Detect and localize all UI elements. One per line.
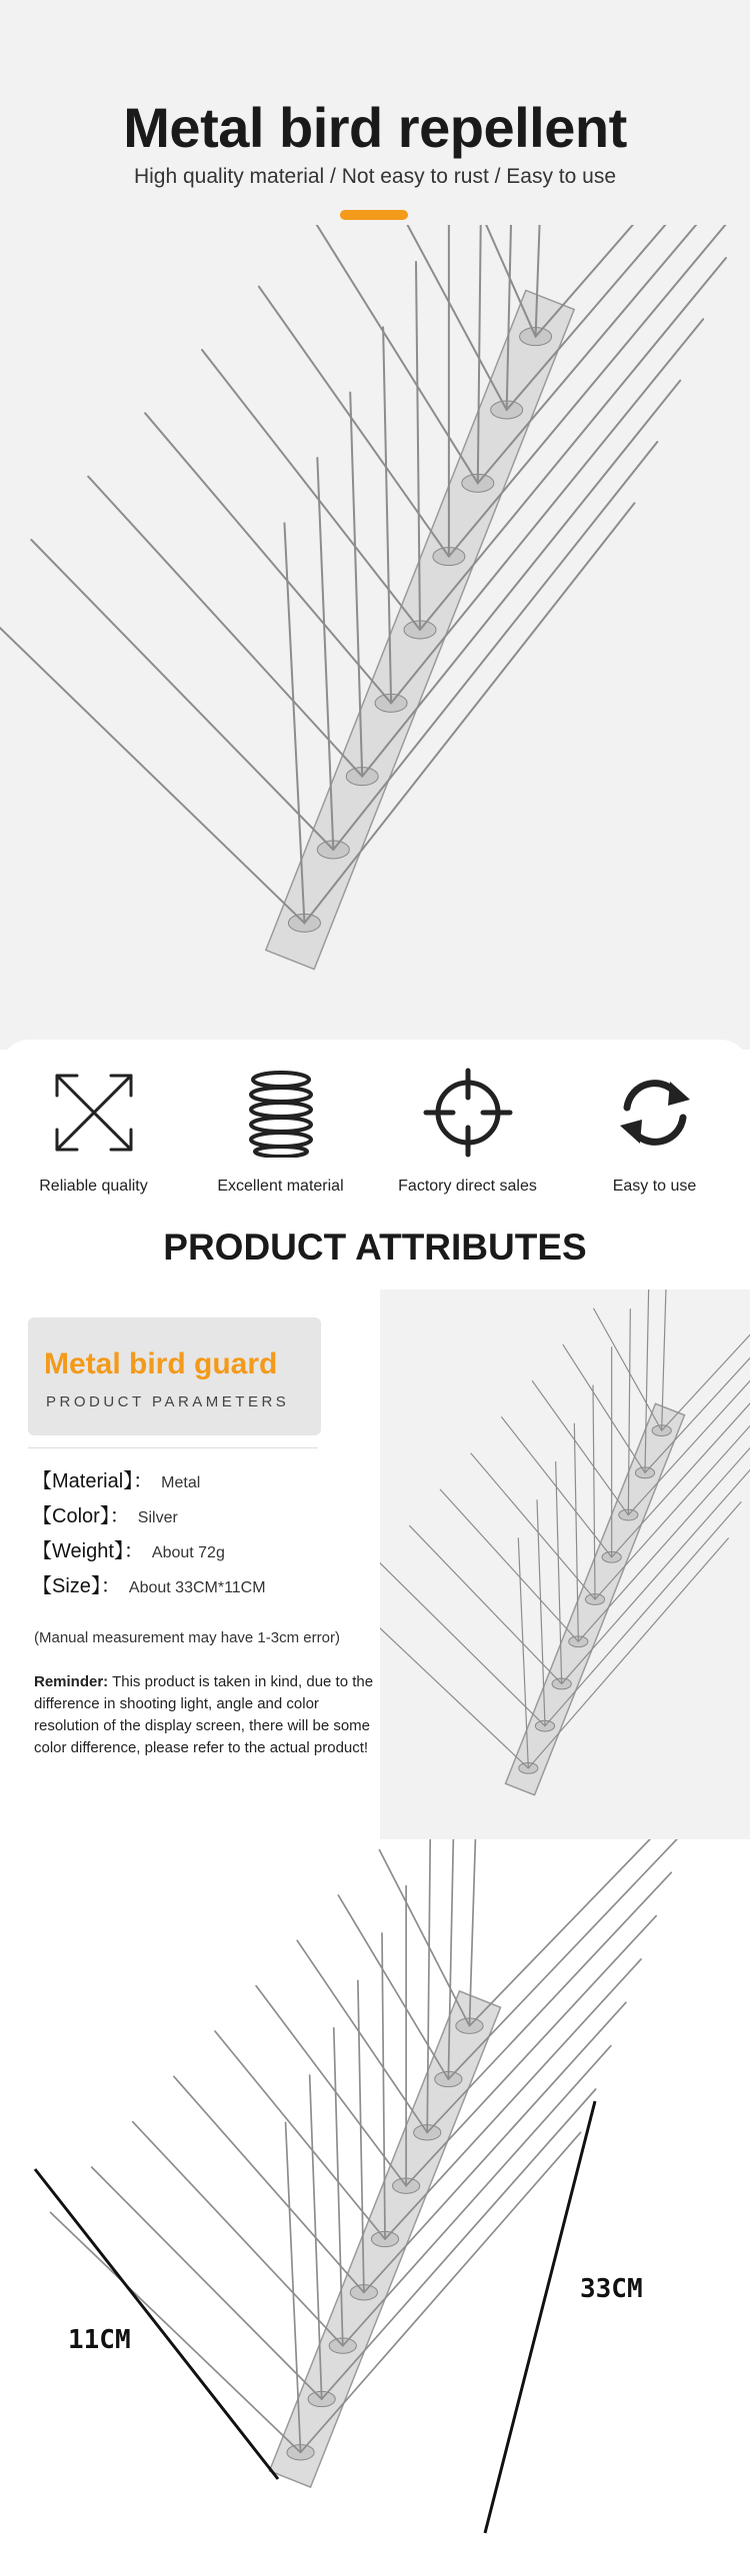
spec-value: About 72g (151, 1544, 225, 1561)
feature-label: Factory direct sales (398, 1178, 537, 1195)
spec-color (32, 1499, 178, 1528)
spike-rod (0, 603, 304, 923)
feature-easy-to-use (561, 1040, 748, 1196)
bird-spike-product-image (380, 1289, 750, 1839)
measurement-note: (Manual measurement may have 1-3cm error) (34, 1629, 340, 1646)
badge-subtitle: PRODUCT PARAMETERS (46, 1393, 290, 1410)
hero-subtitle: High quality material / Not easy to rust / Easy to use (133, 165, 617, 188)
hero-banner (0, 0, 750, 1050)
crosshair-icon (423, 1068, 513, 1158)
reminder-body: This product is taken in kind, due to the difference in shooting light, angle and color resolution of the display screen, there will be some color difference, please refer to the actual product! (34, 1673, 374, 1756)
spike-rod (502, 1417, 612, 1557)
dimension-diagram (0, 1839, 750, 2541)
spike-rod (662, 1289, 750, 1430)
refresh-arrows-icon (610, 1068, 700, 1158)
feature-label: Excellent material (217, 1178, 344, 1195)
spec-key: 【Weight】： (32, 1540, 144, 1562)
reminder-text (34, 1671, 384, 1759)
product-attributes (0, 1289, 750, 1839)
spike-rod (284, 523, 304, 923)
spike-rod (518, 1538, 528, 1768)
feature-label: Easy to use (612, 1178, 697, 1195)
product-photo-panel (380, 1289, 750, 1839)
divider (28, 1447, 318, 1448)
spec-key: 【Color】： (32, 1505, 130, 1527)
feature-factory-direct-sales (374, 1040, 561, 1196)
feature-row (0, 1040, 750, 1215)
feature-reliable-quality (0, 1040, 187, 1196)
spec-key: 【Size】： (32, 1575, 121, 1597)
spec-key: 【Material】： (32, 1470, 154, 1492)
bird-spike-product-image (0, 225, 750, 1025)
spec-value: About 33CM*11CM (128, 1579, 266, 1596)
spec-weight (32, 1534, 225, 1563)
arrows-expand-icon (49, 1068, 139, 1158)
spike-rod (88, 477, 362, 777)
feature-label: Reliable quality (39, 1178, 148, 1195)
coil-spring-icon (236, 1068, 326, 1158)
length-label: 33CM (580, 2274, 643, 2304)
spec-material (32, 1464, 200, 1493)
spike-rod (145, 413, 391, 703)
spike-rod (532, 1381, 628, 1515)
hero-accent-bar (340, 210, 408, 220)
dimension-lines (0, 1839, 750, 2541)
width-label: 11CM (68, 2325, 131, 2355)
spec-value: Silver (137, 1509, 178, 1526)
parameters-badge (28, 1317, 321, 1435)
hero-title: Metal bird repellent (123, 96, 627, 159)
width-dimension-line (35, 2169, 278, 2479)
spike-rod (380, 1598, 528, 1768)
badge-title: Metal bird guard (44, 1347, 278, 1380)
length-dimension-line (485, 2101, 595, 2533)
reminder-label: Reminder: (34, 1673, 109, 1690)
spike-rod (316, 225, 478, 483)
spike-rod (594, 1308, 662, 1430)
feature-excellent-material (187, 1040, 374, 1196)
spike-rod (373, 225, 507, 410)
spec-size (32, 1569, 266, 1598)
section-title-product-attributes: PRODUCT ATTRIBUTES (163, 1227, 587, 1268)
spec-value: Metal (161, 1474, 201, 1491)
